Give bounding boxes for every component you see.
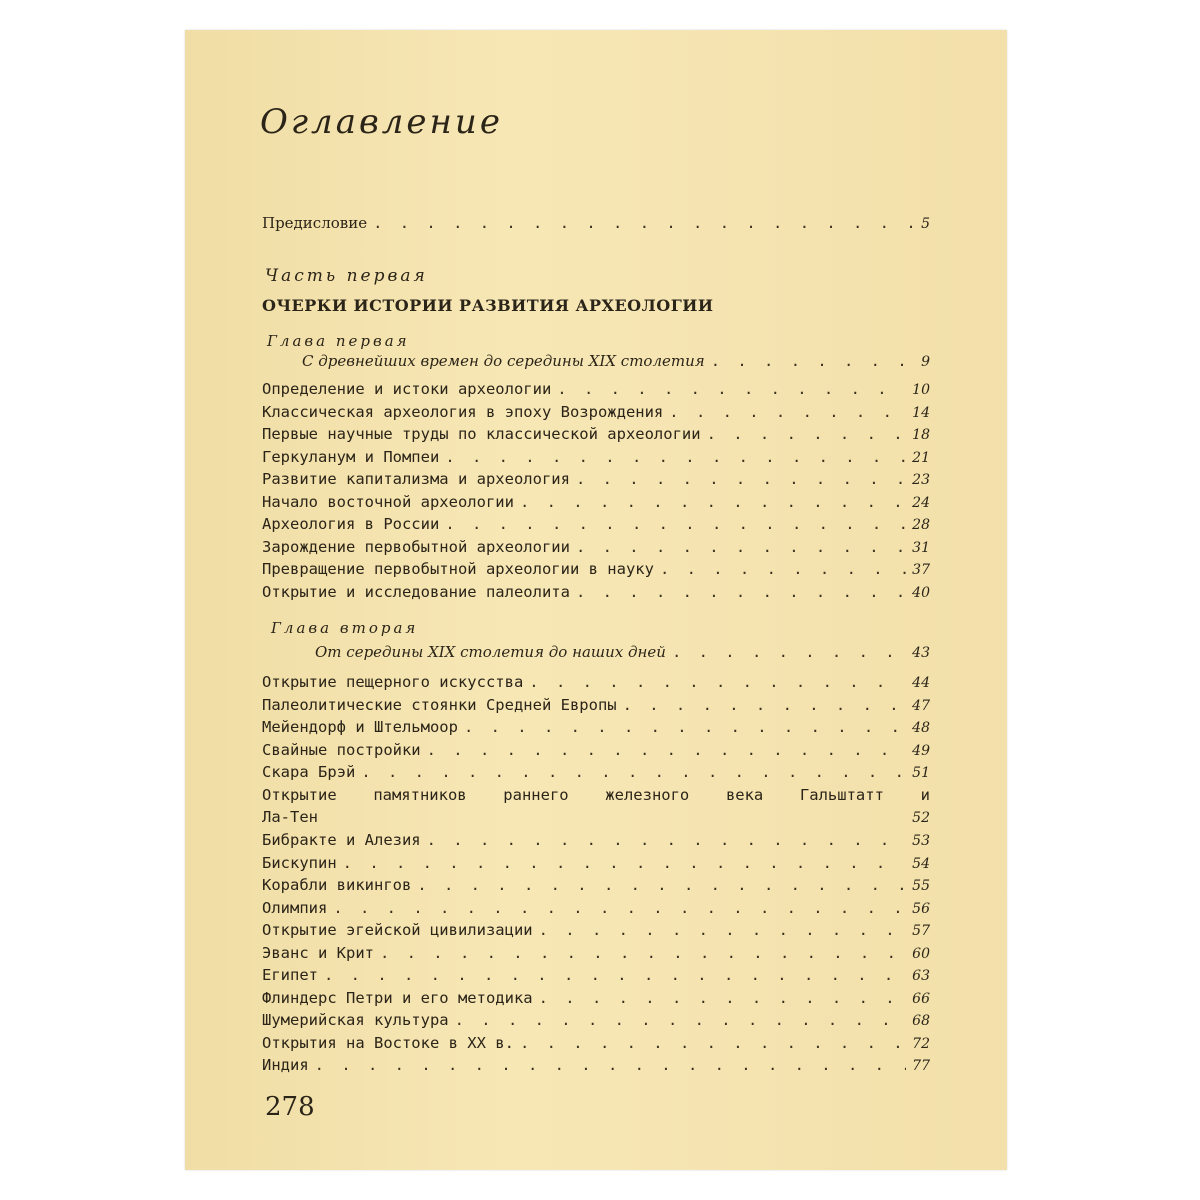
toc-entry-label: Открытие и исследование палеолита	[262, 582, 570, 601]
toc-entry-page: 57	[912, 923, 930, 939]
toc-entry-label: Развитие капитализма и археология	[262, 470, 570, 488]
word: века	[725, 786, 764, 804]
toc-entry-preface	[262, 214, 930, 236]
leader-dots	[373, 214, 915, 232]
leader-dots	[427, 831, 907, 849]
leader-dots	[539, 921, 907, 939]
toc-entry-label: Первые научные труды по классической археологии	[262, 425, 701, 443]
toc-entry-label: Начало восточной археологии	[262, 492, 514, 511]
toc-entry-label: Палеолитические стоянки Средней Европы	[262, 695, 617, 714]
toc-entry-page: 9	[921, 354, 930, 370]
toc-entry	[262, 944, 930, 966]
chapter-1-heading	[302, 352, 930, 374]
toc-entry	[262, 1034, 930, 1056]
toc-entry	[262, 380, 930, 402]
toc-entry-page: 44	[912, 675, 930, 691]
toc-entry-label: Корабли викингов	[262, 876, 412, 894]
toc-entry-label: От середины XIX столетия до наших дней	[315, 643, 666, 661]
chapter-1-label: Глава первая	[267, 332, 410, 350]
toc-entry-wrapped-line1	[262, 786, 930, 804]
leader-dots	[669, 403, 906, 421]
toc-entry-label: Превращение первобытной археологии в науку	[262, 560, 654, 578]
toc-entry-page: 49	[912, 742, 930, 759]
leader-dots	[557, 380, 906, 398]
toc-entry-page: 54	[912, 855, 930, 872]
toc-entry	[262, 989, 930, 1011]
leader-dots	[464, 718, 906, 736]
toc-entry-label: Шумерийская культура	[262, 1011, 449, 1029]
page-title: Оглавление	[260, 102, 503, 142]
leader-dots	[361, 763, 906, 781]
toc-entry	[262, 831, 930, 853]
part-title: ОЧЕРКИ ИСТОРИИ РАЗВИТИЯ АРХЕОЛОГИИ	[262, 296, 714, 315]
toc-entry	[262, 560, 930, 582]
leader-dots	[576, 538, 906, 556]
toc-entry-label: Археология в России	[262, 515, 440, 533]
word: Гальштатт	[799, 786, 884, 804]
leader-dots	[520, 1034, 906, 1052]
toc-entry-page: 66	[912, 990, 930, 1007]
toc-entry-page: 43	[912, 645, 930, 661]
word: железного	[605, 786, 690, 804]
toc-entry	[262, 448, 930, 470]
leader-dots	[315, 1056, 907, 1074]
toc-entry-page: 18	[912, 427, 930, 443]
toc-entry	[262, 966, 930, 988]
toc-entry	[262, 1056, 930, 1078]
toc-entry	[262, 403, 930, 425]
toc-entry-label: Олимпия	[262, 898, 328, 917]
toc-entry-label: Предисловие	[262, 214, 368, 232]
toc-entry-page: 72	[912, 1035, 930, 1052]
toc-entry	[262, 583, 930, 605]
toc-entry-page: 31	[912, 539, 930, 556]
word: Открытие	[262, 786, 337, 804]
toc-entry-label: Геркуланум и Помпеи	[262, 447, 440, 466]
page-number: 278	[265, 1092, 315, 1122]
toc-entry-label: Классическая археология в эпоху Возрождения	[262, 402, 664, 421]
toc-entry	[262, 718, 930, 740]
word: и	[920, 786, 930, 804]
toc-entry-label: Эванс и Крит	[262, 943, 374, 962]
toc-entry-label: Зарождение первобытной археологии	[262, 537, 570, 556]
toc-entry-page: 68	[912, 1013, 930, 1029]
leader-dots	[660, 560, 906, 578]
toc-entry-label: Индия	[262, 1056, 309, 1074]
toc-entry	[262, 876, 930, 898]
toc-entry-label: Скара Брэй	[262, 763, 356, 781]
toc-entry-page: 77	[912, 1058, 930, 1074]
toc-entry-page: 51	[912, 765, 930, 781]
toc-entry-page: 23	[912, 472, 930, 488]
toc-entry-label: Свайные постройки	[262, 740, 421, 759]
toc-entry-page: 52	[912, 810, 930, 826]
part-label: Часть первая	[265, 266, 428, 286]
toc-entry	[262, 673, 930, 695]
leader-dots	[707, 425, 907, 443]
toc-entry-label: Египет	[262, 966, 318, 984]
toc-entry-page: 10	[912, 382, 930, 398]
word: памятников	[373, 786, 467, 804]
toc-entry	[262, 741, 930, 763]
book-page	[185, 30, 1007, 1170]
leader-dots	[445, 448, 906, 466]
toc-entry-wrapped-line2	[262, 808, 930, 830]
toc-entry	[262, 696, 930, 718]
leader-dots	[380, 944, 906, 962]
leader-dots	[445, 515, 906, 533]
toc-entry-page: 5	[921, 216, 930, 232]
toc-entry-page: 63	[912, 968, 930, 984]
word: раннего	[503, 786, 569, 804]
leader-dots	[417, 876, 906, 894]
chapter-2-label: Глава вторая	[271, 619, 419, 637]
leader-dots	[333, 899, 906, 917]
toc-entry	[262, 854, 930, 876]
toc-entry	[262, 515, 930, 537]
leader-dots	[529, 673, 906, 691]
leader-dots	[324, 966, 906, 984]
leader-dots	[672, 643, 906, 661]
toc-entry-page: 40	[912, 584, 930, 601]
leader-dots	[455, 1011, 907, 1029]
toc-entry-page: 14	[912, 404, 930, 421]
toc-entry	[262, 921, 930, 943]
toc-entry-label: Открытие пещерного искусства	[262, 673, 524, 691]
toc-entry-page: 37	[912, 562, 930, 578]
toc-entry-label: Открытия на Востоке в XX в.	[262, 1033, 514, 1052]
toc-entry-label: Бибракте и Алезия	[262, 831, 421, 849]
toc-entry-page: 55	[912, 878, 930, 894]
toc-entry-label: Ла-Тен	[262, 808, 318, 826]
toc-entry-page: 53	[912, 833, 930, 849]
toc-entry-label: Определение и истоки археологии	[262, 380, 552, 398]
leader-dots	[576, 583, 906, 601]
toc-entry	[262, 1011, 930, 1033]
toc-entry	[262, 425, 930, 447]
leader-dots	[711, 352, 915, 370]
toc-entry	[262, 538, 930, 560]
toc-entry-page: 48	[912, 720, 930, 736]
toc-entry-label: С древнейших времен до середины XIX столетия	[302, 352, 705, 370]
chapter-2-heading	[315, 643, 930, 665]
toc-entry-page: 60	[912, 945, 930, 962]
toc-entry-page: 47	[912, 697, 930, 714]
leader-dots	[343, 854, 907, 872]
leader-dots	[576, 470, 906, 488]
toc-entry-label: Флиндерс Петри и его методика	[262, 988, 533, 1007]
leader-dots	[623, 696, 907, 714]
toc-entry	[262, 470, 930, 492]
toc-entry-label: Открытие эгейской цивилизации	[262, 921, 533, 939]
toc-entry-page: 21	[912, 449, 930, 466]
toc-entry-page: 24	[912, 494, 930, 511]
toc-entry	[262, 899, 930, 921]
leader-dots	[520, 493, 906, 511]
toc-entry-page: 56	[912, 900, 930, 917]
toc-entry-label: Бискупин	[262, 853, 337, 872]
toc-entry	[262, 763, 930, 785]
leader-dots	[427, 741, 907, 759]
toc-entry	[262, 493, 930, 515]
toc-entry-page: 28	[912, 517, 930, 533]
toc-entry-label: Мейендорф и Штельмоор	[262, 718, 458, 736]
leader-dots	[539, 989, 907, 1007]
